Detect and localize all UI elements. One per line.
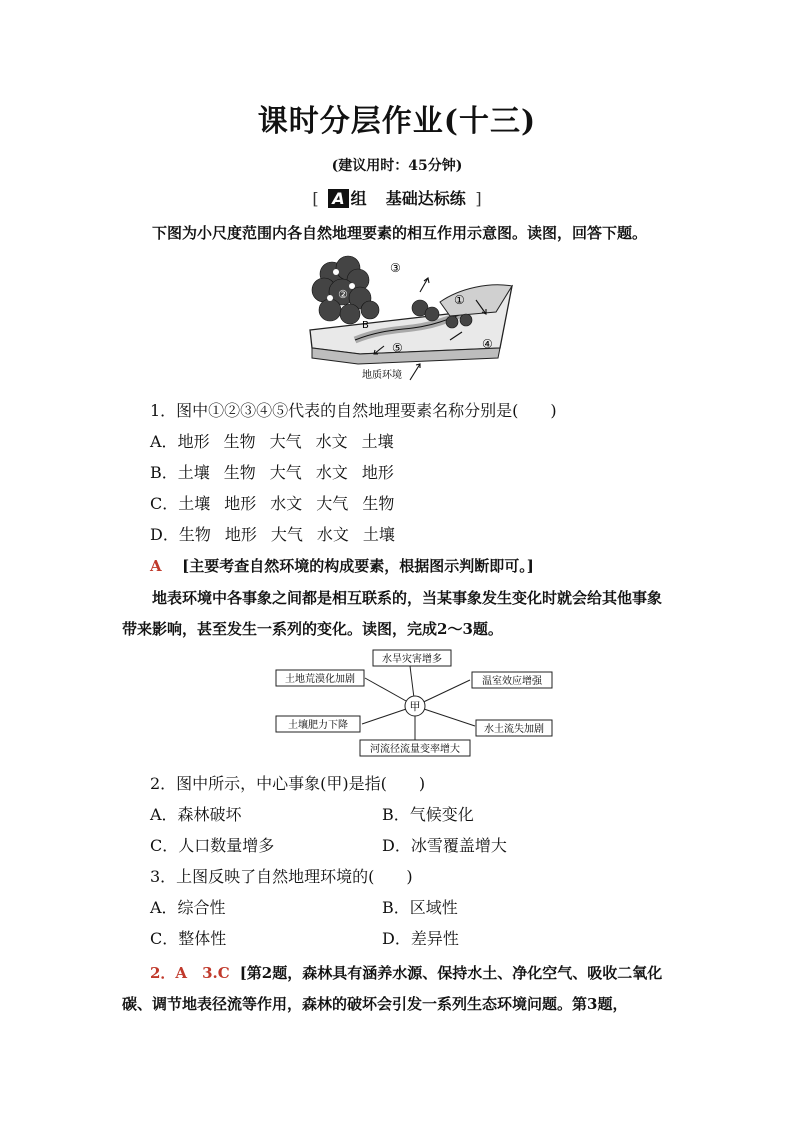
- option-item: 地形: [177, 432, 210, 451]
- node-bottom: 河流径流量变率增大: [370, 744, 460, 755]
- q1-option-b: [150, 460, 394, 483]
- center-label: 甲: [409, 700, 421, 713]
- option-letter: B．: [150, 463, 178, 482]
- option-item: 生物: [223, 432, 256, 451]
- option-letter: D．: [150, 525, 179, 544]
- answer-key: A: [150, 557, 162, 575]
- node-top: 水旱灾害增多: [382, 654, 442, 665]
- q2-option-c: C．人口数量增多: [150, 836, 275, 855]
- q3-option-b: B．区域性: [382, 898, 458, 917]
- option-item: 地形: [224, 525, 257, 544]
- page-title: 课时分层作业(十三): [257, 104, 537, 139]
- label-circle-1: ①: [454, 293, 465, 307]
- node-top-right: 温室效应增强: [482, 676, 542, 687]
- answer-explanation: [主要考查自然环境的构成要素，根据图示判断即可。]: [182, 557, 534, 575]
- label-circle-5: ⑤: [392, 341, 403, 355]
- option-item: 大气: [270, 525, 303, 544]
- option-letter: A．: [150, 432, 178, 451]
- option-item: 土壤: [177, 463, 210, 482]
- label-circle-3: ③: [390, 261, 401, 275]
- group-heading: [0, 186, 794, 209]
- group-label: 组: [350, 189, 367, 208]
- answer-explanation: [第2题，森林具有涵养水源、保持水土、净化空气、吸收二氧化碳、调节地表径流等作用，森林的破坏会引发一系列生态环境问题。第3题，: [122, 964, 663, 1013]
- time-note: (建议用时：45分钟): [331, 158, 463, 174]
- q2-option-b: B．气候变化: [382, 805, 474, 824]
- q3-option-a: A．综合性: [150, 898, 226, 917]
- q1-option-d: [150, 522, 395, 545]
- option-item: 土壤: [178, 494, 211, 513]
- q3-option-d: D．差异性: [382, 929, 459, 948]
- label-circle-4: ④: [482, 337, 493, 351]
- option-item: 土壤: [361, 432, 394, 451]
- option-item: 地形: [224, 494, 257, 513]
- bracket-open: [: [312, 189, 319, 208]
- q2-option-a: A．森林破坏: [150, 805, 242, 824]
- node-bottom-left: 土壤肥力下降: [288, 720, 348, 731]
- q1-option-a: [150, 429, 394, 452]
- option-item: 土壤: [362, 525, 395, 544]
- question-2: 2．图中所示，中心事象(甲)是指( ): [150, 774, 426, 793]
- option-item: 水文: [270, 494, 303, 513]
- bracket-close: ]: [475, 189, 482, 208]
- option-item: 生物: [178, 525, 211, 544]
- q1-option-c: [150, 491, 394, 514]
- option-item: 大气: [269, 463, 302, 482]
- intro-paragraph-2: 地表环境中各事象之间都是相互联系的，当某事象发生变化时就会给其他事象带来影响，甚至发生一系列的变化。读图，完成2～3题。: [122, 589, 663, 638]
- hub-diagram: [270, 648, 560, 760]
- question-3: 3．上图反映了自然地理环境的( ): [150, 867, 413, 886]
- question-1: 1．图中①②③④⑤代表的自然地理要素名称分别是( ): [150, 401, 557, 420]
- option-item: 地形: [361, 463, 394, 482]
- option-item: 大气: [316, 494, 349, 513]
- label-geology: 地质环境: [362, 370, 402, 381]
- answer-1: [150, 555, 534, 576]
- answer-key: 2．A 3.C: [150, 964, 230, 982]
- answer-2-3: [122, 958, 674, 1020]
- option-item: 水文: [315, 463, 348, 482]
- group-name: 基础达标练: [385, 189, 466, 208]
- intro-paragraph-1: 下图为小尺度范围内各自然地理要素的相互作用示意图。读图，回答下题。: [152, 224, 648, 242]
- q3-option-c: C．整体性: [150, 929, 227, 948]
- q2-option-d: D．冰雪覆盖增大: [382, 836, 507, 855]
- landscape-figure: [300, 252, 525, 387]
- option-item: 水文: [315, 432, 348, 451]
- option-item: 水文: [316, 525, 349, 544]
- group-letter: A: [328, 189, 348, 208]
- node-bottom-right: 水土流失加剧: [484, 724, 544, 735]
- option-item: 大气: [269, 432, 302, 451]
- option-letter: C．: [150, 494, 179, 513]
- option-item: 生物: [223, 463, 256, 482]
- label-b: B: [362, 320, 369, 331]
- label-circle-2: ②: [338, 288, 348, 301]
- node-top-left: 土地荒漠化加剧: [285, 674, 355, 685]
- option-item: 生物: [362, 494, 395, 513]
